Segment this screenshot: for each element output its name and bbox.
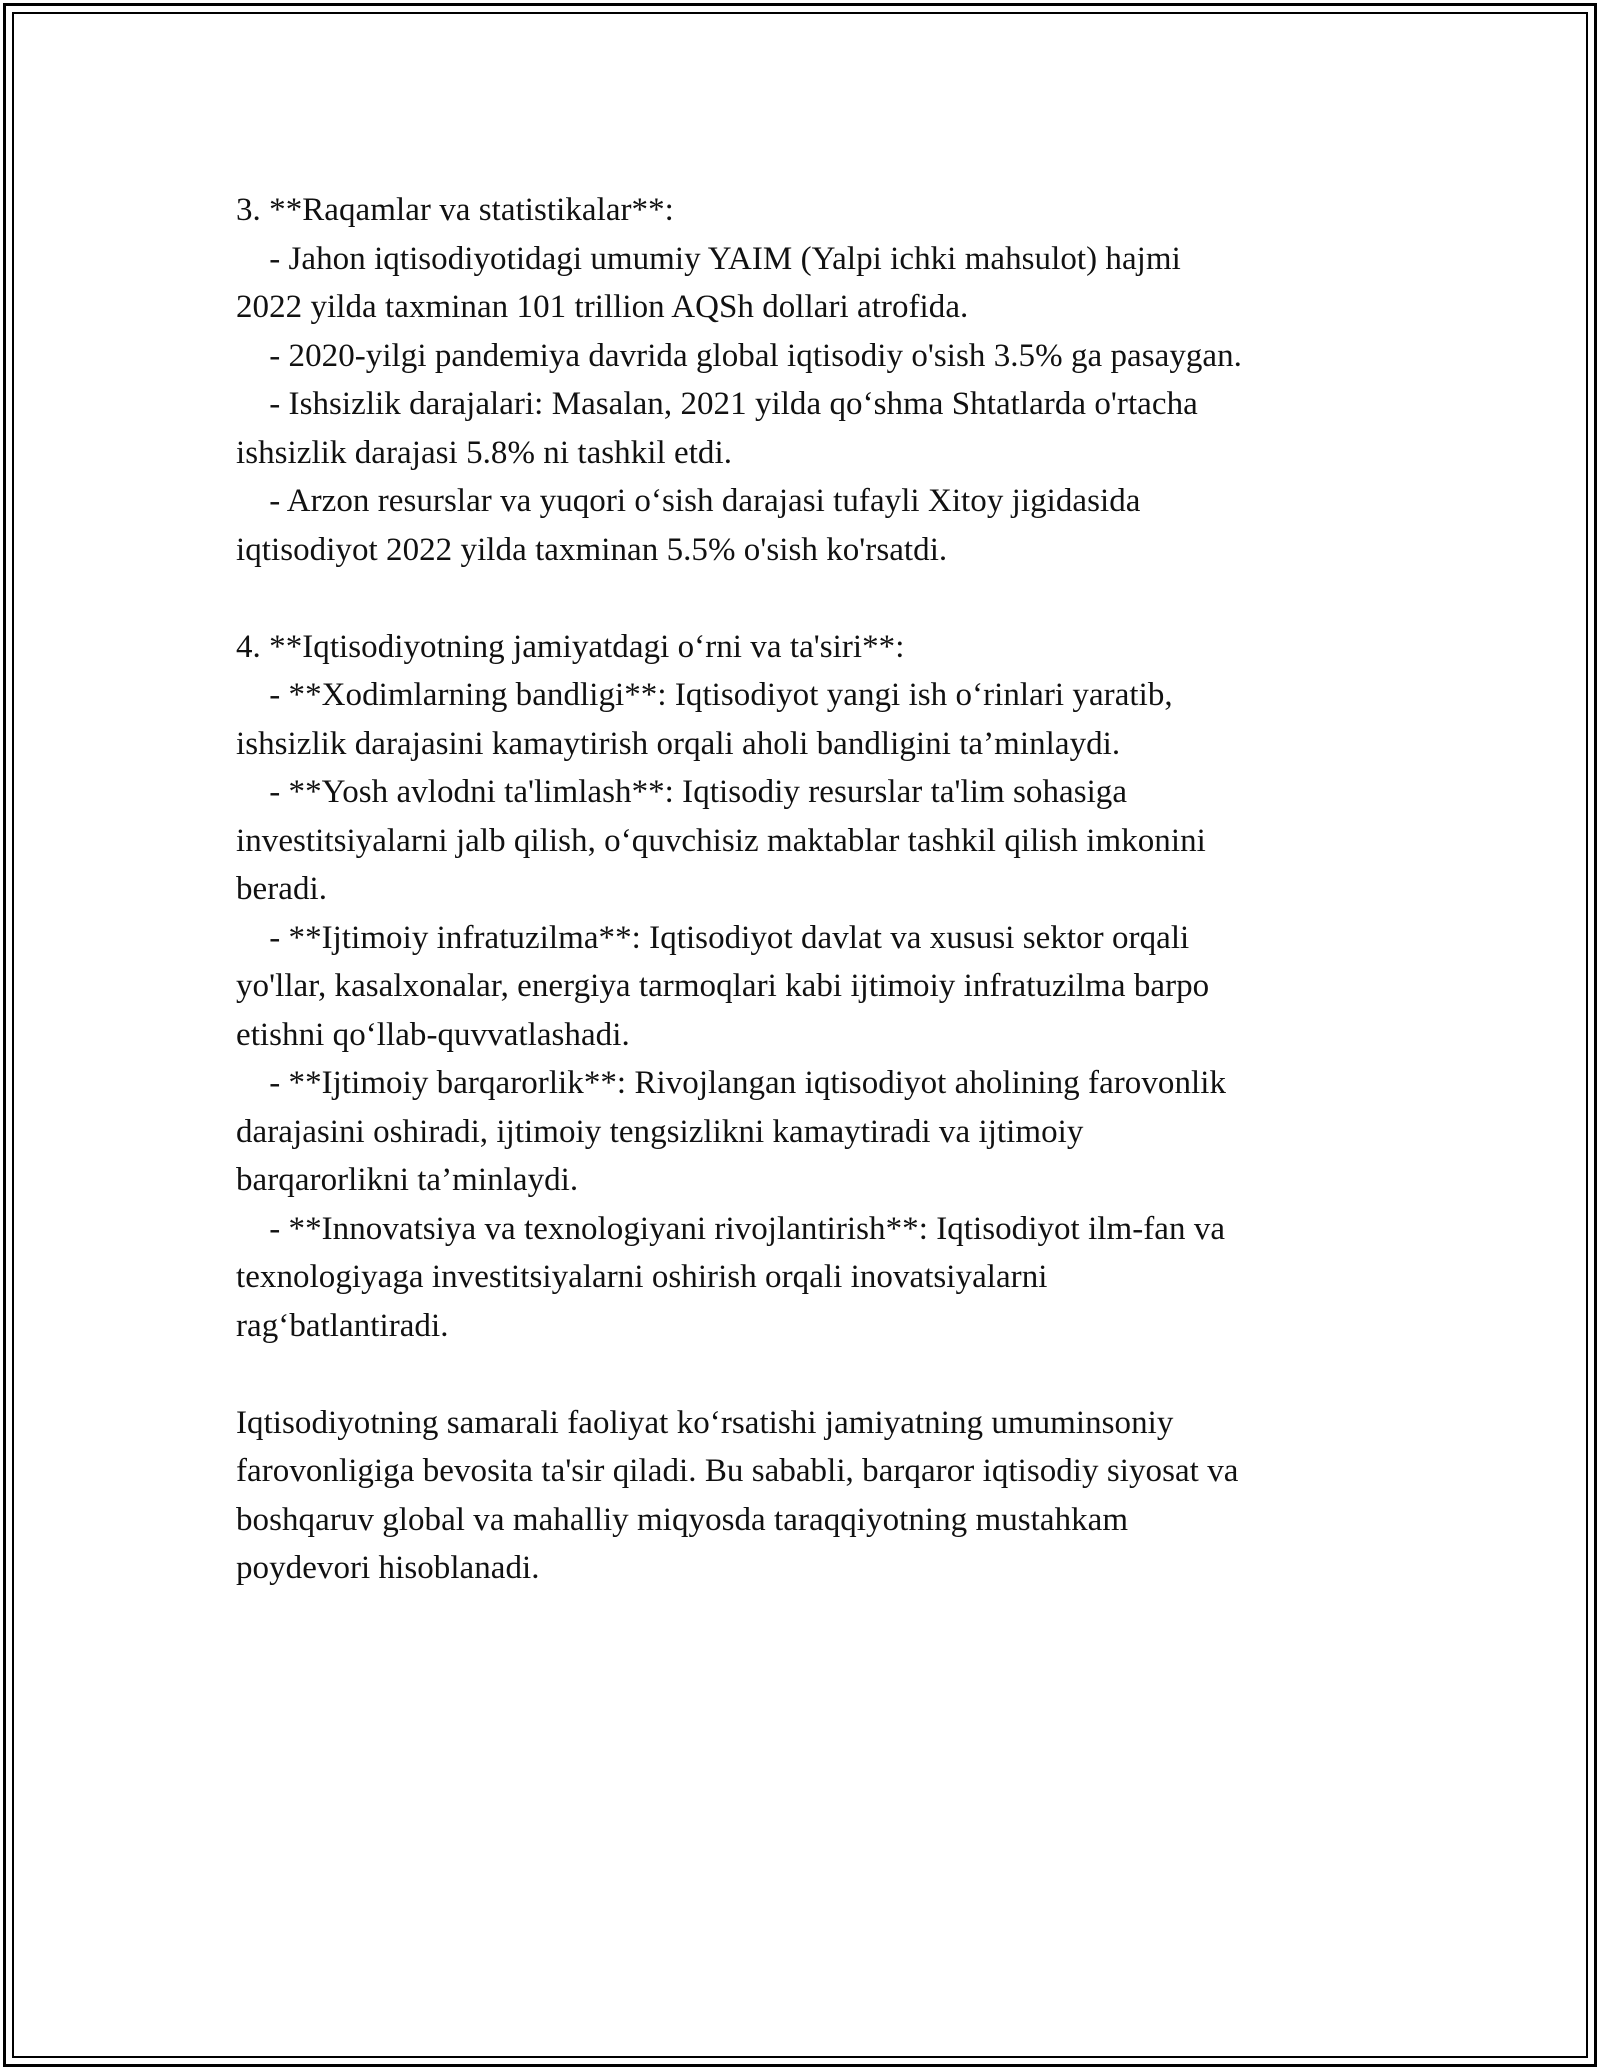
document-body [236, 186, 1376, 1593]
section-4-line: rag‘batlantiradi. [236, 1307, 449, 1344]
section-3-line: 2022 yilda taxminan 101 trillion AQSh dollari atrofida. [236, 289, 969, 325]
section-4-line: - **Innovatsiya va texnologiyani rivojlantirish**: Iqtisodiyot ilm-fan va [236, 1210, 1226, 1247]
section-4-line: yo'llar, kasalxonalar, energiya tarmoqlari kabi ijtimoiy infratuzilma barpo [236, 968, 1210, 1004]
section-3-line: iqtisodiyot 2022 yilda taxminan 5.5% o'sish ko'rsatdi. [236, 531, 948, 568]
conclusion-line: poydevori hisoblanadi. [236, 1550, 540, 1586]
section-4-line: barqarorlikni ta’minlaydi. [236, 1162, 579, 1198]
section-3-line: ishsizlik darajasi 5.8% ni tashkil etdi. [236, 434, 733, 471]
section-4-line: ishsizlik darajasini kamaytirish orqali aholi bandligini ta’minlaydi. [236, 725, 1121, 762]
conclusion-line: boshqaruv global va mahalliy miqyosda taraqqiyotning mustahkam [236, 1501, 1129, 1538]
section-4-line: - **Ijtimoiy barqarorlik**: Rivojlangan iqtisodiyot aholining farovonlik [236, 1065, 1226, 1101]
section-4-line: texnologiyaga investitsiyalarni oshirish orqali inovatsiyalarni [236, 1259, 1048, 1295]
section-4-heading: 4. **Iqtisodiyotning jamiyatdagi o‘rni va ta'siri**: [236, 628, 905, 665]
section-4-line: darajasini oshiradi, ijtimoiy tengsizlikni kamaytiradi va ijtimoiy [236, 1113, 1084, 1150]
paragraph-spacer [236, 574, 1376, 623]
section-4-line: - **Yosh avlodni ta'limlash**: Iqtisodiy resurslar ta'lim sohasiga [236, 774, 1128, 810]
section-4-line: investitsiyalarni jalb qilish, o‘quvchisiz maktablar tashkil qilish imkonini [236, 822, 1206, 859]
section-4-line: beradi. [236, 871, 328, 907]
section-4 [236, 623, 1376, 1351]
section-3-line: - Jahon iqtisodiyotidagi umumiy YAIM (Yalpi ichki mahsulot) hajmi [236, 240, 1181, 277]
paragraph-spacer [236, 1350, 1376, 1399]
section-3-line: - Arzon resurslar va yuqori o‘sish darajasi tufayli Xitoy jigidasida [236, 483, 1141, 519]
section-4-line: - **Ijtimoiy infratuzilma**: Iqtisodiyot davlat va xususi sektor orqali [236, 919, 1190, 956]
conclusion-paragraph [236, 1399, 1376, 1593]
section-3-line: - 2020-yilgi pandemiya davrida global iqtisodiy o'sish 3.5% ga pasaygan. [236, 337, 1242, 374]
section-3 [236, 186, 1376, 574]
section-3-line: - Ishsizlik darajalari: Masalan, 2021 yilda qo‘shma Shtatlarda o'rtacha [236, 386, 1198, 422]
conclusion-line: farovonligiga bevosita ta'sir qiladi. Bu sababli, barqaror iqtisodiy siyosat va [236, 1453, 1239, 1489]
section-3-heading: 3. **Raqamlar va statistikalar**: [236, 192, 674, 228]
conclusion-line: Iqtisodiyotning samarali faoliyat ko‘rsatishi jamiyatning umuminsoniy [236, 1404, 1174, 1441]
section-4-line: - **Xodimlarning bandligi**: Iqtisodiyot yangi ish o‘rinlari yaratib, [236, 677, 1173, 713]
section-4-line: etishni qo‘llab-quvvatlashadi. [236, 1016, 630, 1053]
